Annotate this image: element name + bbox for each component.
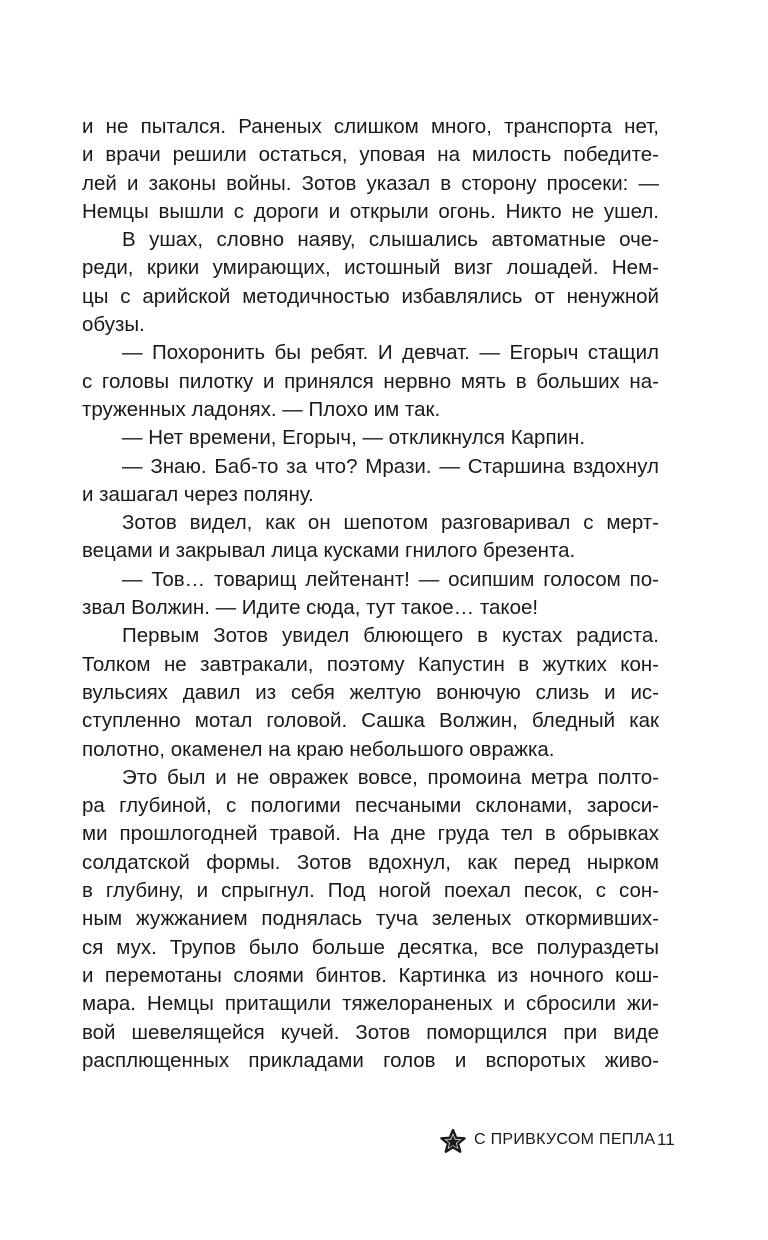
paragraph-start-line: — Похоронить бы ребят. И девчат. — Егорыч стащил	[122, 341, 659, 365]
text-line: лей и законы войны. Зотов указал в сторону просеки: —	[82, 171, 659, 195]
paragraph-start-line: — Знаю. Баб-то за что? Мрази. — Старшина вздохнул	[122, 454, 659, 478]
paragraph-end-line: и зашагал через поляну.	[82, 482, 314, 506]
text-line: в глубину, и спрыгнул. Под ногой поехал песок, с сон-	[82, 879, 659, 903]
body-text	[82, 113, 659, 1075]
paragraph-start-line: — Тов… товарищ лейтенант! — осипшим голосом по-	[122, 567, 659, 591]
text-line: реди, крики умирающих, истошный визг лошадей. Нем-	[82, 256, 659, 280]
text-line: вой шевелящейся кучей. Зотов поморщился при виде	[82, 1020, 659, 1044]
text-line: ступленно мотал головой. Сашка Волжин, бледный как	[82, 709, 659, 733]
paragraph-single-line: — Нет времени, Егорыч, — откликнулся Карпин.	[122, 426, 586, 450]
paragraph-end-line: обузы.	[82, 313, 145, 337]
text-line: мара. Немцы притащили тяжелораненых и сбросили жи-	[82, 992, 659, 1016]
text-line: вульсиях давил из себя желтую вонючую слизь и ис-	[82, 680, 659, 704]
text-line: Толком не завтракали, поэтому Капустин в жутких кон-	[82, 652, 659, 676]
star-icon	[440, 1129, 466, 1155]
text-line: и перемотаны слоями бинтов. Картинка из ночного кош-	[82, 963, 659, 987]
page-footer	[440, 1128, 680, 1156]
paragraph-start-line: Первым Зотов увидел блюющего в кустах радиста.	[122, 624, 659, 648]
paragraph-end-line: полотно, окаменел на краю небольшого овражка.	[82, 737, 555, 761]
page-number: 11	[657, 1130, 675, 1149]
paragraph-start-line: В ушах, словно наяву, слышались автоматные оче-	[122, 228, 659, 252]
text-line: ми прошлогодней травой. На дне груда тел в обрывках	[82, 822, 659, 846]
text-line: расплющенных прикладами голов и вспоротых живо-	[82, 1048, 659, 1072]
text-line: Немцы вышли с дороги и открыли огонь. Никто не ушел.	[82, 199, 659, 223]
paragraph-end-line: вецами и закрывал лица кусками гнилого брезента.	[82, 539, 576, 563]
text-line: цы с арийской методичностью избавлялись от ненужной	[82, 284, 659, 308]
text-line: с головы пилотку и принялся нервно мять в больших на-	[82, 369, 659, 393]
paragraph-end-line: звал Волжин. — Идите сюда, тут такое… такое!	[82, 596, 539, 620]
text-line: ся мух. Трупов было больше десятка, все полураздеты	[82, 935, 659, 959]
paragraph-start-line: Зотов видел, как он шепотом разговаривал с мерт-	[122, 511, 659, 535]
paragraph-end-line: труженных ладонях. — Плохо им так.	[82, 397, 441, 421]
text-line: и врачи решили остаться, уповая на милость победите-	[82, 143, 659, 167]
text-line: и не пытался. Раненых слишком много, транспорта нет,	[82, 115, 659, 138]
text-line: солдатской формы. Зотов вдохнул, как перед нырком	[82, 850, 659, 874]
text-line: ным жужжанием поднялась туча зеленых откормивших-	[82, 907, 659, 931]
text-line: ра глубиной, с пологими песчаными склонами, зароси-	[82, 794, 659, 818]
running-title: С ПРИВКУСОМ ПЕПЛА	[474, 1131, 656, 1148]
paragraph-start-line: Это был и не овражек вовсе, промоина метра полто-	[122, 765, 659, 789]
